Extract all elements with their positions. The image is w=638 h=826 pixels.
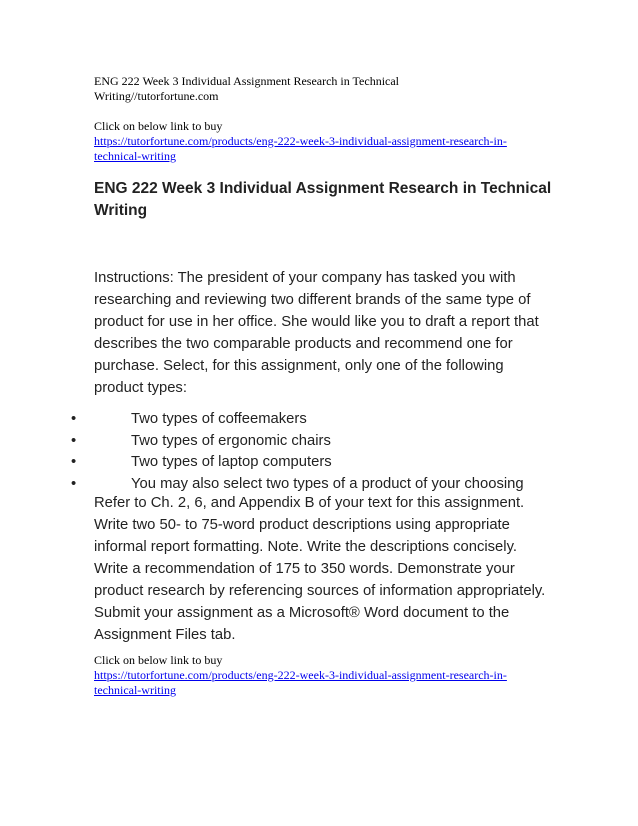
details-line: Write a recommendation of 175 to 350 words. Demonstrate your	[94, 561, 515, 577]
header-title-line: ENG 222 Week 3 Individual Assignment Research in Technical	[94, 74, 400, 88]
list-item	[0, 430, 638, 452]
header-title-line: Writing//tutorfortune.com	[94, 89, 219, 103]
document-header-title	[94, 74, 554, 104]
instructions-line: purchase. Select, for this assignment, only one of the following	[94, 358, 504, 374]
top-buy-intro: Click on below link to buy	[94, 119, 223, 133]
instructions-paragraph	[94, 267, 554, 399]
details-line: Submit your assignment as a Microsoft® Word document to the	[94, 605, 510, 621]
bottom-buy-intro: Click on below link to buy	[94, 653, 223, 667]
top-buy-link-line[interactable]: https://tutorfortune.com/products/eng-222-week-3-individual-assignment-research-in-	[94, 134, 507, 148]
bottom-buy-link-line[interactable]: https://tutorfortune.com/products/eng-222-week-3-individual-assignment-research-in-	[94, 668, 507, 682]
heading-line: Writing	[94, 202, 148, 219]
details-line: Write two 50- to 75-word product descriptions using appropriate	[94, 517, 510, 533]
list-item-text: Two types of coffeemakers	[131, 411, 307, 427]
list-item	[0, 408, 638, 430]
list-item-text: Two types of laptop computers	[131, 454, 332, 470]
heading-line: ENG 222 Week 3 Individual Assignment Research in Technical	[94, 180, 552, 197]
instructions-line: researching and reviewing two different brands of the same type of	[94, 292, 531, 308]
bottom-buy-section	[94, 653, 554, 698]
instructions-line: product for use in her office. She would like you to draft a report that	[94, 314, 539, 330]
document-heading	[94, 178, 554, 222]
details-line: Refer to Ch. 2, 6, and Appendix B of your text for this assignment.	[94, 495, 525, 511]
list-item	[0, 451, 638, 473]
bullet-symbol: •	[71, 454, 77, 470]
bullet-symbol: •	[71, 433, 77, 449]
bullet-symbol: •	[71, 476, 77, 492]
instructions-line: Instructions: The president of your company has tasked you with	[94, 270, 516, 286]
list-item-text: You may also select two types of a product of your choosing	[131, 476, 524, 492]
instructions-line: describes the two comparable products and recommend one for	[94, 336, 513, 352]
bullet-symbol: •	[71, 411, 77, 427]
list-item-text: Two types of ergonomic chairs	[131, 433, 331, 449]
details-line: product research by referencing sources of information appropriately.	[94, 583, 546, 599]
assignment-details-paragraph	[94, 492, 554, 646]
bottom-buy-link-line[interactable]: technical-writing	[94, 683, 176, 697]
top-buy-section	[94, 119, 554, 164]
top-buy-link-line[interactable]: technical-writing	[94, 149, 176, 163]
instructions-line: product types:	[94, 380, 187, 396]
details-line: Assignment Files tab.	[94, 627, 236, 643]
details-line: informal report formatting. Note. Write the descriptions concisely.	[94, 539, 517, 555]
